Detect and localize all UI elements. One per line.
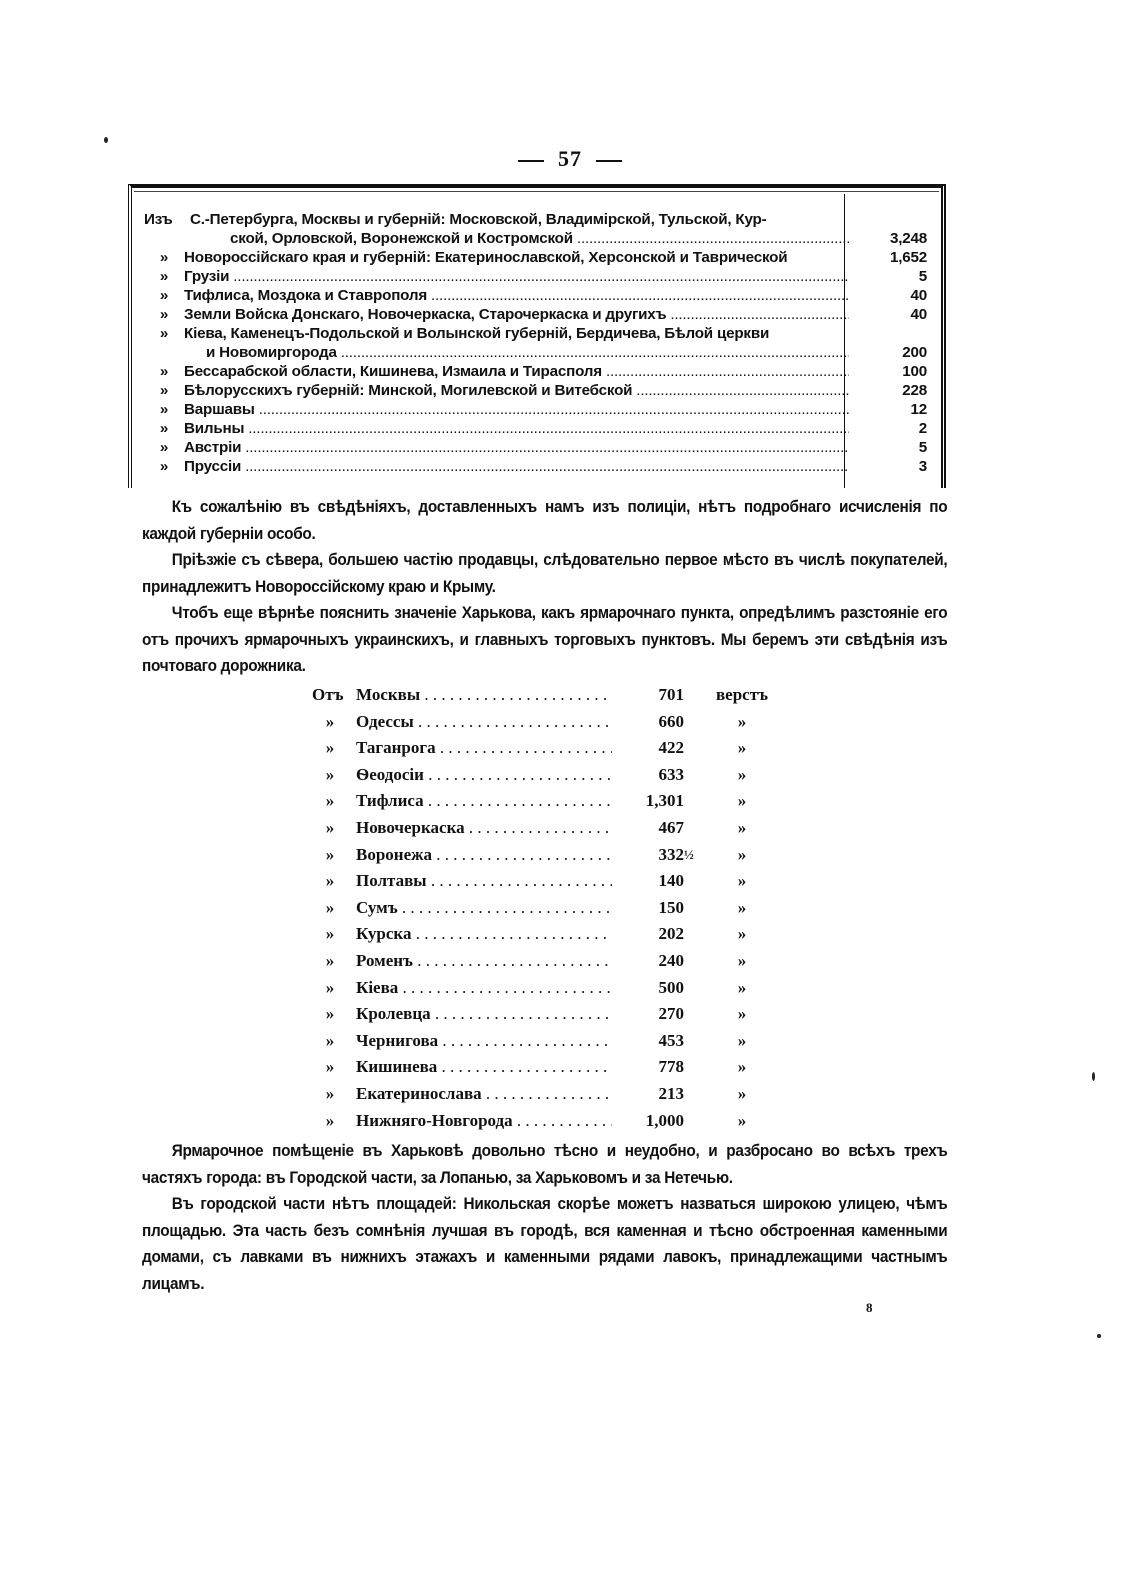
distance-row: [312, 921, 772, 948]
row-mark: »: [325, 738, 335, 758]
distance-value: 270: [612, 1001, 684, 1028]
unit-label: »: [737, 738, 747, 758]
unit-label: »: [737, 764, 747, 784]
row-text: Бессарабской области, Кишинева, Измаила и Тирасполя .....: [184, 362, 849, 381]
table-row: [144, 305, 934, 324]
table-row: [144, 400, 934, 419]
distance-row: [312, 948, 772, 975]
distance-value: 778: [612, 1054, 684, 1081]
unit-label: »: [737, 844, 747, 864]
row-value: 40: [910, 306, 927, 323]
row-value: 228: [902, 382, 927, 399]
row-mark: »: [325, 897, 335, 917]
distance-value: 1,000: [612, 1108, 684, 1135]
row-mark: »: [325, 950, 335, 970]
distance-row: [312, 788, 772, 815]
distance-value: 150: [612, 895, 684, 922]
row-mark: »: [159, 306, 169, 323]
unit-label: »: [737, 1030, 747, 1050]
row-mark: »: [159, 268, 169, 285]
row-mark: »: [159, 420, 169, 437]
unit-label: »: [737, 977, 747, 997]
distance-value: 467: [612, 815, 684, 842]
row-mark: Изъ: [144, 211, 173, 228]
unit-label: »: [737, 791, 747, 811]
row-text: Кіева, Каменецъ-Подольской и Волынской губерній, Бердичева, Бѣлой церкви: [184, 325, 770, 342]
row-mark: »: [325, 791, 335, 811]
unit-label: »: [737, 871, 747, 891]
place-name: Одессы . . .: [356, 709, 650, 736]
distance-fraction: ½: [684, 846, 694, 862]
unit-label: »: [737, 1083, 747, 1103]
row-value: 200: [902, 344, 927, 361]
row-value: 12: [910, 401, 927, 418]
place-name: Чернигова . . .: [356, 1028, 650, 1055]
place-name: Москвы . . .: [356, 682, 650, 709]
row-mark: »: [159, 249, 169, 266]
row-text: Пруссіи .....: [184, 457, 849, 476]
distance-row: [312, 1028, 772, 1055]
row-mark: [144, 229, 184, 248]
distance-table: [312, 682, 772, 1134]
distance-value: 701: [612, 682, 684, 709]
paragraph: Пріѣзжіе съ сѣвера, большею частію продавцы, слѣдовательно первое мѣсто въ числѣ покупателей, принадлежитъ Новороссійскому краю и Крыму.: [142, 551, 948, 596]
unit-label: »: [737, 924, 747, 944]
text-block-top: [142, 494, 947, 680]
table-row: [144, 324, 934, 343]
table-row: [144, 286, 934, 305]
row-text: Новороссійскаго края и губерній: Екатеринославской, Херсонской и Таврической: [184, 249, 788, 266]
origin-table: [128, 184, 946, 488]
row-value: [849, 324, 927, 343]
row-mark: »: [159, 363, 169, 380]
row-value: 5: [918, 268, 927, 285]
distance-row: [312, 735, 772, 762]
distance-row: [312, 1001, 772, 1028]
place-name: Кишинева . . .: [356, 1054, 650, 1081]
dash-left: [518, 160, 544, 162]
page-number: [0, 146, 1140, 172]
row-value: 3,248: [889, 230, 927, 247]
place-name: Курска . . .: [356, 921, 650, 948]
unit-label: »: [737, 897, 747, 917]
row-mark: »: [325, 924, 335, 944]
row-value: 5: [918, 439, 927, 456]
signature-mark: 8: [866, 1300, 873, 1315]
place-name: Екатеринослава . . .: [356, 1081, 650, 1108]
row-value: 3: [918, 458, 927, 475]
scan-speck: [1097, 1334, 1101, 1338]
row-text: Австріи .....: [184, 438, 849, 457]
table-row: [144, 438, 934, 457]
place-name: Воронежа . . .: [356, 842, 650, 869]
row-value: 100: [902, 363, 927, 380]
row-mark: »: [159, 458, 169, 475]
distance-row: [312, 975, 772, 1002]
place-name: Кіева . . .: [356, 975, 650, 1002]
unit-label: »: [737, 950, 747, 970]
row-text: Бѣлорусскихъ губерній: Минской, Могилевской и Витебской .....: [184, 381, 849, 400]
row-mark: »: [325, 1110, 335, 1130]
place-name: Новочеркаска . . .: [356, 815, 650, 842]
page-number-text: 57: [558, 146, 582, 171]
row-text: Тифлиса, Моздока и Ставрополя .....: [184, 286, 849, 305]
distance-row: [312, 868, 772, 895]
origin-rows: [144, 210, 934, 476]
table-row: [144, 343, 934, 362]
table-row: [144, 457, 934, 476]
row-mark: »: [325, 977, 335, 997]
distance-value: 422: [612, 735, 684, 762]
paragraph: Къ сожалѣнію въ свѣдѣніяхъ, доставленныхъ намъ изъ полиціи, нѣтъ подробнаго исчисленія по каждой губерніи особо.: [142, 498, 948, 543]
dash-right: [596, 160, 622, 162]
row-value: 2: [918, 420, 927, 437]
unit-label: »: [737, 817, 747, 837]
row-mark: [144, 343, 184, 362]
table-row: [144, 267, 934, 286]
place-name: Кролевца . . .: [356, 1001, 650, 1028]
row-mark: »: [159, 439, 169, 456]
paragraph: Въ городской части нѣтъ площадей: Никольская скорѣе можетъ назваться широкою улицею, чѣмъ площадью. Эта часть безъ сомнѣнія лучшая въ городѣ, вся каменная и тѣсно обстроенная каменными домами, съ лавками въ нижнихъ этажахъ и каменными рядами лавокъ, принадлежащими частнымъ лицамъ.: [142, 1195, 948, 1293]
table-top-rule: [134, 191, 939, 192]
text-block-bottom: [142, 1138, 947, 1297]
table-row: [144, 229, 934, 248]
distance-row: [312, 842, 772, 869]
table-row: [144, 381, 934, 400]
row-text: ской, Орловской, Воронежской и Костромской .....: [184, 229, 849, 248]
row-mark: »: [325, 844, 335, 864]
row-text: Вильны .....: [184, 419, 849, 438]
paragraph: Ярмарочное помѣщеніе въ Харьковѣ довольно тѣсно и неудобно, и разбросано во всѣхъ трехъ частяхъ города: въ Городской части, за Лопанью, за Харьковомъ и за Нетечью.: [142, 1142, 948, 1187]
distance-value: 332: [612, 842, 684, 869]
distance-row: [312, 682, 772, 709]
distance-row: [312, 1081, 772, 1108]
paragraph: Чтобъ еще вѣрнѣе пояснить значеніе Харькова, какъ ярмарочнаго пункта, опредѣлимъ разстояніе его отъ прочихъ ярмарочныхъ украинскихъ, и главныхъ торговыхъ пунктовъ. Мы беремъ эти свѣдѣнія изъ почтоваго дорожника.: [142, 604, 948, 675]
row-mark: »: [325, 1030, 335, 1050]
scan-speck: [104, 137, 108, 143]
row-mark: »: [325, 817, 335, 837]
row-mark: »: [325, 871, 335, 891]
distance-row: [312, 815, 772, 842]
row-mark: »: [159, 401, 169, 418]
table-row: [144, 362, 934, 381]
place-name: Ѳеодосіи . . .: [356, 762, 650, 789]
row-mark: »: [325, 1057, 335, 1077]
distance-row: [312, 895, 772, 922]
row-text: Грузіи .....: [184, 267, 849, 286]
row-value: [849, 210, 927, 229]
row-mark: »: [159, 382, 169, 399]
scan-speck: [1092, 1072, 1095, 1081]
distance-row: [312, 1108, 772, 1135]
distance-row: [312, 762, 772, 789]
row-mark: »: [159, 287, 169, 304]
place-name: Таганрога . . .: [356, 735, 650, 762]
place-name: Нижняго-Новгорода . . .: [356, 1108, 650, 1135]
row-mark: »: [325, 711, 335, 731]
table-row: [144, 210, 934, 229]
distance-value: 140: [612, 868, 684, 895]
distance-value: 240: [612, 948, 684, 975]
distance-value: 202: [612, 921, 684, 948]
row-mark: »: [325, 1083, 335, 1103]
row-value: 1,652: [889, 249, 927, 266]
distance-value: 660: [612, 709, 684, 736]
table-row: [144, 419, 934, 438]
place-name: Полтавы . . .: [356, 868, 650, 895]
distance-value: 1,301: [612, 788, 684, 815]
unit-label: »: [737, 711, 747, 731]
row-value: 40: [910, 287, 927, 304]
place-name: Тифлиса . . .: [356, 788, 650, 815]
row-text: Земли Войска Донскаго, Новочеркаска, Старочеркаска и другихъ .....: [184, 305, 849, 324]
row-mark: »: [325, 1004, 335, 1024]
distance-value: 500: [612, 975, 684, 1002]
row-mark: »: [325, 764, 335, 784]
row-mark: »: [159, 325, 169, 342]
place-name: Сумъ . . .: [356, 895, 650, 922]
distance-value: 213: [612, 1081, 684, 1108]
place-name: Роменъ . . .: [356, 948, 650, 975]
distance-value: 453: [612, 1028, 684, 1055]
distance-row: [312, 1054, 772, 1081]
unit-label: »: [737, 1057, 747, 1077]
unit-label: »: [737, 1110, 747, 1130]
unit-label: верстъ: [716, 685, 768, 704]
table-row: [144, 248, 934, 267]
row-text: С.-Петербурга, Москвы и губерній: Московской, Владимірской, Тульской, Кур-: [190, 211, 767, 228]
distance-row: [312, 709, 772, 736]
row-text: и Новомиргорода .....: [184, 343, 849, 362]
distance-value: 633: [612, 762, 684, 789]
row-mark: Отъ: [312, 685, 344, 704]
unit-label: »: [737, 1004, 747, 1024]
row-text: Варшавы .....: [184, 400, 849, 419]
